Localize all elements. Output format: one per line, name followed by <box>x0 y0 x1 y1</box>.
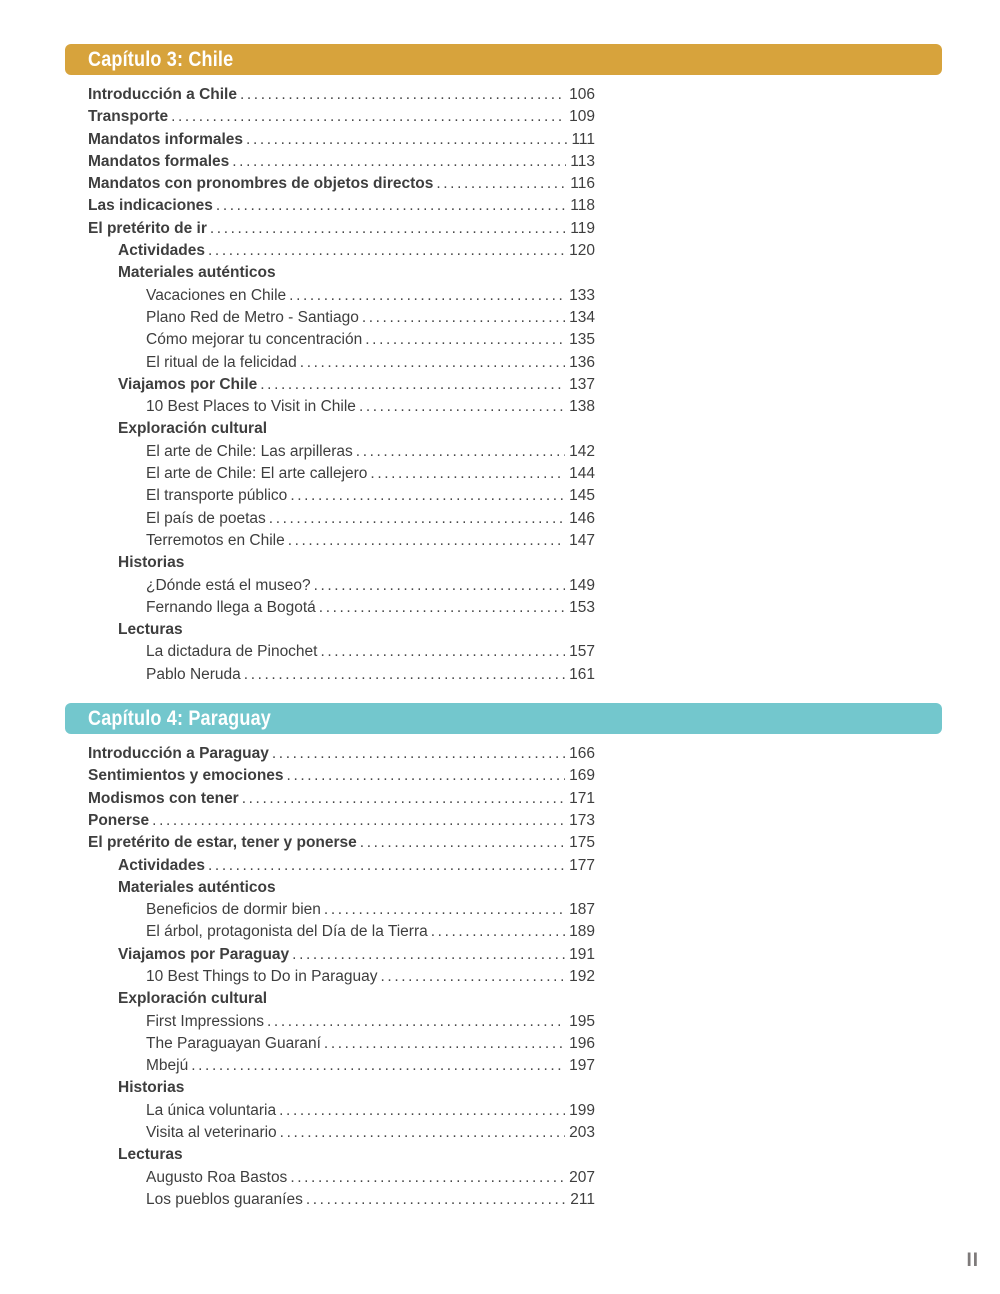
toc-entry-page: 175 <box>569 834 595 852</box>
toc-entry-label: Viajamos por Chile <box>118 375 258 393</box>
toc-entry-label: Actividades <box>118 242 206 260</box>
toc-entry-page: 191 <box>569 945 595 963</box>
dot-leader <box>320 641 565 663</box>
toc-entry-page: 145 <box>569 487 595 505</box>
toc-entry-page: 171 <box>569 789 595 807</box>
chapter-header-bar <box>65 44 942 75</box>
dot-leader <box>381 966 566 988</box>
toc-entry-page: 192 <box>569 967 595 985</box>
toc-entry-label: Fernando llega a Bogotá <box>146 598 316 616</box>
toc-entry[interactable] <box>88 855 595 877</box>
toc-entry[interactable] <box>88 151 595 173</box>
toc-entry-label: Mandatos formales <box>88 152 230 170</box>
dot-leader <box>287 765 566 787</box>
toc-entry-label: Introducción a Paraguay <box>88 745 269 763</box>
toc-entry-label: Lecturas <box>118 621 183 639</box>
toc-entry-label: Modismos con tener <box>88 789 239 807</box>
chapter-header-bar <box>65 703 942 734</box>
toc-entry-page: 111 <box>571 130 595 148</box>
toc-entry[interactable] <box>88 641 595 663</box>
toc-entry-label: Mandatos informales <box>88 130 244 148</box>
toc-entry[interactable] <box>88 788 595 810</box>
toc-entry-label: El pretérito de estar, tener y ponerse <box>88 834 357 852</box>
toc-entry[interactable] <box>88 743 595 765</box>
toc-entry-page: 153 <box>569 598 595 616</box>
toc-entry-page: 169 <box>569 767 595 785</box>
toc-entry-page: 203 <box>569 1124 595 1142</box>
chapter-section <box>65 703 942 1211</box>
toc-entry-label: Transporte <box>88 108 169 126</box>
toc-entry[interactable] <box>88 1100 595 1122</box>
toc-entry-label: Cómo mejorar tu concentración <box>146 331 363 349</box>
toc-entry-label: Las indicaciones <box>88 197 213 215</box>
dot-leader <box>306 1189 566 1211</box>
toc-entry[interactable] <box>88 195 595 217</box>
page-number-marker: II <box>966 1250 979 1271</box>
dot-leader <box>365 329 565 351</box>
toc-entry-label: Introducción a Chile <box>88 86 237 103</box>
toc-entry[interactable] <box>88 899 595 921</box>
toc-entry-page: 196 <box>569 1034 595 1052</box>
toc-entry[interactable] <box>88 463 595 485</box>
dot-leader <box>242 788 565 810</box>
toc-entry-label: El país de poetas <box>146 509 266 527</box>
toc-entry-label: El pretérito de ir <box>88 219 207 237</box>
toc-entry-page: 120 <box>569 242 595 260</box>
toc-entry-label: Historias <box>118 1079 185 1097</box>
toc-entry-label: Plano Red de Metro - Santiago <box>146 308 359 326</box>
dot-leader <box>279 1100 565 1122</box>
toc-entry-label: First Impressions <box>146 1012 264 1030</box>
toc-entry[interactable] <box>88 832 595 854</box>
toc-entry-label: El árbol, protagonista del Día de la Tierra <box>146 923 428 941</box>
dot-leader <box>290 485 565 507</box>
toc-entry-page: 142 <box>569 442 595 460</box>
toc-entry-label: Exploración cultural <box>118 990 268 1008</box>
toc-entry[interactable] <box>88 1011 595 1033</box>
toc-entry-page: 137 <box>569 375 595 393</box>
toc-entry-page: 133 <box>569 286 595 304</box>
toc-entry-label: La única voluntaria <box>146 1101 277 1119</box>
toc-entry-page: 177 <box>569 856 595 874</box>
toc-entry-page: 106 <box>569 86 595 103</box>
toc-entry-page: 211 <box>570 1190 595 1208</box>
dot-leader <box>208 240 565 262</box>
dot-leader <box>152 810 565 832</box>
table-of-contents <box>65 44 942 1211</box>
toc-entry-label: El ritual de la felicidad <box>146 353 297 371</box>
dot-leader <box>288 530 565 552</box>
toc-entry-page: 119 <box>570 219 595 237</box>
toc-entry[interactable] <box>88 352 595 374</box>
toc-entry-page: 199 <box>569 1101 595 1119</box>
toc-entry[interactable] <box>88 106 595 128</box>
dot-leader <box>370 463 565 485</box>
toc-entry[interactable] <box>88 1189 595 1211</box>
toc-entry-label: Terremotos en Chile <box>146 531 285 549</box>
toc-entry-page: 147 <box>569 531 595 549</box>
toc-entry[interactable] <box>88 262 595 284</box>
toc-entry-label: The Paraguayan Guaraní <box>146 1034 321 1052</box>
toc-entry-label: Visita al veterinario <box>146 1124 277 1142</box>
toc-entry-label: Beneficios de dormir bien <box>146 901 321 919</box>
toc-entry[interactable] <box>88 129 595 151</box>
dot-leader <box>290 1167 565 1189</box>
toc-entry[interactable] <box>88 530 595 552</box>
dot-leader <box>356 441 565 463</box>
dot-leader <box>267 1011 565 1033</box>
dot-leader <box>171 106 565 128</box>
toc-entry[interactable] <box>88 1122 595 1144</box>
dot-leader <box>269 508 565 530</box>
toc-entry-page: 161 <box>569 665 595 683</box>
dot-leader <box>280 1122 565 1144</box>
toc-entry-page: 166 <box>569 745 595 763</box>
toc-entry[interactable] <box>88 1077 595 1099</box>
toc-entry-label: 10 Best Places to Visit in Chile <box>146 398 356 416</box>
dot-leader <box>300 352 565 374</box>
toc-entry-label: Mbejú <box>146 1057 189 1075</box>
toc-entry-label: Pablo Neruda <box>146 665 241 683</box>
toc-entry[interactable] <box>88 1167 595 1189</box>
toc-entry-label: El transporte público <box>146 487 288 505</box>
dot-leader <box>246 129 567 151</box>
toc-entry-page: 138 <box>569 398 595 416</box>
toc-entry-label: Augusto Roa Bastos <box>146 1168 288 1186</box>
toc-entry-label: Historias <box>118 554 185 572</box>
dot-leader <box>360 832 565 854</box>
toc-entry[interactable] <box>88 944 595 966</box>
toc-entry[interactable] <box>88 810 595 832</box>
toc-entry[interactable] <box>88 374 595 396</box>
dot-leader <box>314 575 566 597</box>
toc-entry[interactable] <box>88 418 595 440</box>
toc-entry-label: Lecturas <box>118 1146 183 1164</box>
dot-leader <box>240 84 565 106</box>
dot-leader <box>292 944 565 966</box>
toc-entry-page: 157 <box>569 643 595 661</box>
dot-leader <box>436 173 566 195</box>
toc-entry[interactable] <box>88 173 595 195</box>
dot-leader <box>232 151 566 173</box>
toc-entry-label: Mandatos con pronombres de objetos directos <box>88 175 434 193</box>
dot-leader <box>272 743 565 765</box>
dot-leader <box>191 1055 565 1077</box>
toc-entry[interactable] <box>88 1144 595 1166</box>
toc-entry-label: El arte de Chile: Las arpilleras <box>146 442 353 460</box>
toc-entry[interactable] <box>88 307 595 329</box>
toc-entry-page: 149 <box>569 576 595 594</box>
chapter-title: Capítulo 3: Chile <box>88 47 234 71</box>
toc-entry-label: Ponerse <box>88 811 150 829</box>
toc-entry-page: 197 <box>569 1057 595 1075</box>
dot-leader <box>324 899 565 921</box>
toc-entry[interactable] <box>88 966 595 988</box>
toc-entry[interactable] <box>88 441 595 463</box>
dot-leader <box>216 195 566 217</box>
toc-entry[interactable] <box>88 552 595 574</box>
dot-leader <box>324 1033 565 1055</box>
toc-entry[interactable] <box>88 84 595 106</box>
dot-leader <box>208 855 565 877</box>
toc-entry[interactable] <box>88 664 595 686</box>
chapter-section <box>65 44 942 686</box>
toc-entry-label: Materiales auténticos <box>118 878 276 896</box>
toc-entry-label: ¿Dónde está el museo? <box>146 576 311 594</box>
toc-entry-page: 134 <box>569 308 595 326</box>
dot-leader <box>210 218 566 240</box>
toc-entry[interactable] <box>88 575 595 597</box>
toc-entry[interactable] <box>88 329 595 351</box>
toc-entry-page: 144 <box>569 465 595 483</box>
toc-entry[interactable] <box>88 988 595 1010</box>
dot-leader <box>359 396 565 418</box>
dot-leader <box>319 597 565 619</box>
dot-leader <box>362 307 565 329</box>
toc-entry[interactable] <box>88 619 595 641</box>
toc-entry-label: 10 Best Things to Do in Paraguay <box>146 967 378 985</box>
toc-entry-page: 116 <box>570 175 595 193</box>
toc-entry-label: Actividades <box>118 856 206 874</box>
toc-entry[interactable] <box>88 877 595 899</box>
toc-entry-label: Viajamos por Paraguay <box>118 945 290 963</box>
toc-entry-label: La dictadura de Pinochet <box>146 643 318 661</box>
toc-entry[interactable] <box>88 1055 595 1077</box>
toc-entry[interactable] <box>88 218 595 240</box>
dot-leader <box>260 374 565 396</box>
toc-entry[interactable] <box>88 1033 595 1055</box>
dot-leader <box>244 664 565 686</box>
toc-entry[interactable] <box>88 485 595 507</box>
toc-entry-page: 135 <box>569 331 595 349</box>
toc-entry-label: Vacaciones en Chile <box>146 286 287 304</box>
toc-entry-page: 136 <box>569 353 595 371</box>
toc-entry-page: 189 <box>569 923 595 941</box>
toc-entry[interactable] <box>88 597 595 619</box>
toc-entry-page: 109 <box>569 108 595 126</box>
toc-entry-page: 146 <box>569 509 595 527</box>
toc-entry[interactable] <box>88 508 595 530</box>
toc-entry-page: 207 <box>569 1168 595 1186</box>
toc-entry[interactable] <box>88 765 595 787</box>
chapter-entries <box>88 84 595 686</box>
toc-entry-page: 118 <box>570 197 595 215</box>
toc-entry[interactable] <box>88 285 595 307</box>
toc-entry-page: 195 <box>569 1012 595 1030</box>
dot-leader <box>431 921 565 943</box>
dot-leader <box>289 285 565 307</box>
toc-entry[interactable] <box>88 240 595 262</box>
toc-entry[interactable] <box>88 396 595 418</box>
toc-entry-page: 113 <box>570 152 595 170</box>
chapter-title: Capítulo 4: Paraguay <box>88 706 272 731</box>
toc-entry-label: Exploración cultural <box>118 420 268 438</box>
toc-entry[interactable] <box>88 921 595 943</box>
toc-entry-label: El arte de Chile: El arte callejero <box>146 465 368 483</box>
toc-entry-label: Materiales auténticos <box>118 264 276 282</box>
toc-entry-label: Los pueblos guaraníes <box>146 1190 303 1208</box>
toc-entry-page: 187 <box>569 901 595 919</box>
toc-entry-label: Sentimientos y emociones <box>88 767 284 785</box>
chapter-entries <box>88 743 595 1211</box>
toc-entry-page: 173 <box>569 811 595 829</box>
